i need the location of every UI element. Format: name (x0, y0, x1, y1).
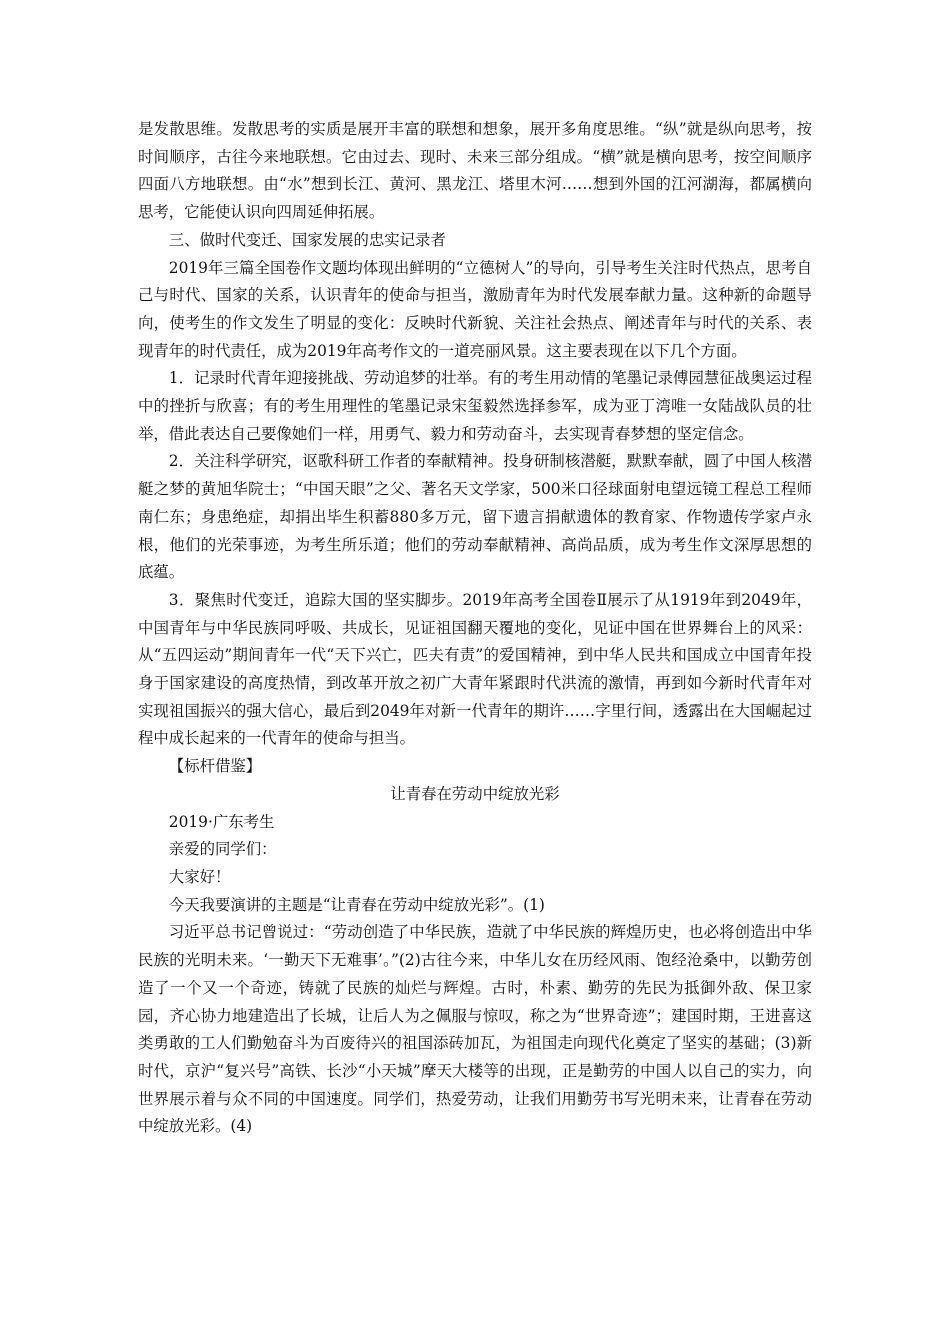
benchmark-label: 【标杆借鉴】 (168, 757, 262, 776)
document-page (138, 116, 812, 1141)
list-item-1: 1．记录时代青年迎接挑战、劳动追梦的壮举。有的考生用动情的笔墨记录傅园慧征战奥运过程中的挫折与欣喜；有的考生用理性的笔墨记录宋玺毅然选择参军，成为亚丁湾唯一女陆战队员的壮举，借此表达自己要像她们一样，用勇气、毅力和劳动奋斗，去实现青春梦想的坚定信念。 (138, 369, 812, 443)
intro-paragraph: 是发散思维。发散思考的实质是展开丰富的联想和想象，展开多角度思维。“纵”就是纵向思考，按时间顺序，古往今来地联想。它由过去、现时、未来三部分组成。“横”就是横向思考，按空间顺序四面八方地联想。由“水”想到长江、黄河、黑龙江、塔里木河……想到外国的江河湖海，都属横向思考，它能使认识向四周延伸拓展。 (138, 120, 812, 222)
list-item-2: 2．关注科学研究，讴歌科研工作者的奉献精神。投身研制核潜艇，默默奉献，圆了中国人核潜艇之梦的黄旭华院士；“中国天眼”之父、著名天文学家，500米口径球面射电望远镜工程总工程师南仁东；身患绝症，却捐出毕生积蓄880多万元，留下遗言捐献遗体的教育家、作物遗传学家卢永根，他们的光荣事迹，为考生所乐道；他们的劳动奉献精神、高尚品质，成为考生作文深厚思想的底蕴。 (138, 452, 812, 582)
section-heading: 三、做时代变迁、国家发展的忠实记录者 (168, 230, 446, 249)
essay-title: 让青春在劳动中绽放光彩 (390, 784, 560, 803)
list-item-3: 3．聚焦时代变迁，追踪大国的坚实脚步。2019年高考全国卷Ⅱ展示了从1919年到2049年，中国青年与中华民族同呼吸、共成长，见证祖国翻天覆地的变化，见证中国在世界舞台上的风采：从“五四运动”期间青年一代“天下兴亡，匹夫有责”的爱国精神，到中华人民共和国成立中国青年投身于国家建设的高度热情，到改革开放之初广大青年紧跟时代洪流的激情，再到如今新时代青年对实现祖国振兴的强大信心，最后到2049年对新一代青年的期许……字里行间，透露出在大国崛起过程中成长起来的一代青年的使命与担当。 (138, 590, 812, 748)
essay-author: 2019·广东考生 (168, 812, 275, 831)
overview-paragraph: 2019年三篇全国卷作文题均体现出鲜明的“立德树人”的导向，引导考生关注时代热点，思考自己与时代、国家的关系，认识青年的使命与担当，激励青年为时代发展奉献力量。这种新的命题导向，使考生的作文发生了明显的变化：反映时代新貌、关注社会热点、阐述青年与时代的关系、表现青年的时代责任，成为2019年高考作文的一道亮丽风景。这主要表现在以下几个方面。 (138, 258, 812, 360)
essay-paragraph-1: 今天我要演讲的主题是“让青春在劳动中绽放光彩”。(1) (168, 895, 545, 914)
essay-greeting: 大家好！ (168, 867, 231, 886)
essay-paragraph-2: 习近平总书记曾说过：“劳动创造了中华民族，造就了中华民族的辉煌历史，也必将创造出中华民族的光明未来。‘一勤天下无难事’。”(2)古往今来，中华儿女在历经风雨、饱经沧桑中，以勤劳创造了一个又一个奇迹，铸就了民族的灿烂与辉煌。古时，朴素、勤劳的先民为抵御外敌、保卫家园，齐心协力地建造出了长城，让后人为之佩服与惊叹，称之为“世界奇迹”；建国时期，王进喜这类勇敢的工人们勤勉奋斗为百废待兴的祖国添砖加瓦，为祖国走向现代化奠定了坚实的基础；(3)新时代，京沪“复兴号”高铁、长沙“小天城”摩天大楼等的出现，正是勤劳的中国人以自己的实力，向世界展示着与众不同的中国速度。同学们，热爱劳动，让我们用勤劳书写光明未来，让青春在劳动中绽放光彩。(4) (138, 923, 812, 1136)
essay-salutation: 亲爱的同学们： (168, 840, 277, 859)
